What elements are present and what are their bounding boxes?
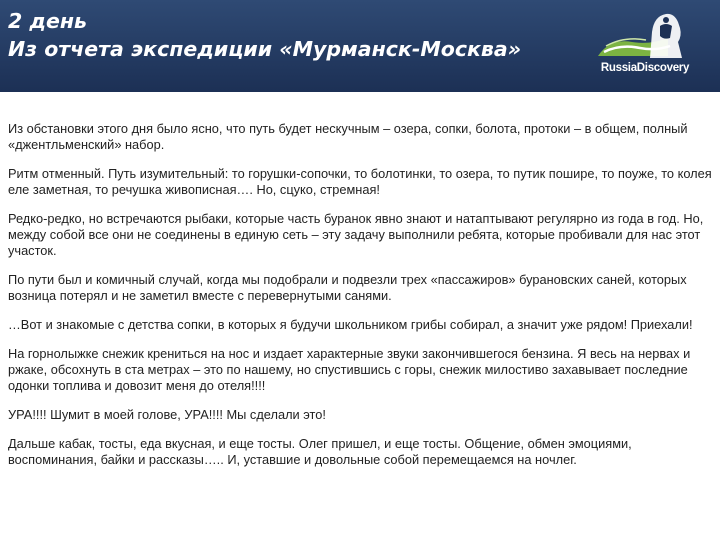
- paragraph-4: По пути был и комичный случай, когда мы подобрали и подвезли трех «пассажиров» бурановских саней, которых возница потерял и не заметил вместе с перевернутыми санями.: [8, 272, 687, 303]
- paragraph-8: Дальше кабак, тосты, еда вкусная, и еще тосты. Олег пришел, и еще тосты. Общение, обмен эмоциями, воспоминания, байки и рассказы….. И, уставшие и довольные собой перемещаемся на ночлег.: [8, 436, 632, 467]
- title-line-report: Из отчета экспедиции «Мурманск-Москва»: [8, 37, 522, 61]
- paragraph-1: Из обстановки этого дня было ясно, что путь будет нескучным – озера, сопки, болота, протоки – в общем, полный «джентльменский» набор.: [8, 121, 688, 152]
- paragraph-7: УРА!!!! Шумит в моей голове, УРА!!!! Мы сделали это!: [8, 407, 326, 422]
- page-title: [8, 7, 521, 63]
- bear-logo-icon: [590, 8, 700, 64]
- logo-text: RussiaDiscovery: [600, 62, 690, 74]
- paragraph-3: Редко-редко, но встречаются рыбаки, которые часть буранок явно знают и натаптывают регулярно из года в год. Но, между собой все они не соединены в единую сеть – эту задачу выполнили ребята, которые пробивали для нас этот участок.: [8, 211, 704, 258]
- russiadiscovery-logo: [590, 8, 700, 80]
- header-banner: [0, 0, 720, 92]
- title-line-day: 2 день: [8, 9, 87, 33]
- report-body: [8, 121, 714, 481]
- paragraph-5: …Вот и знакомые с детства сопки, в которых я будучи школьником грибы собирал, а значит уже рядом! Приехали!: [8, 317, 693, 332]
- paragraph-6: На горнолыжке снежик крениться на нос и издает характерные звуки закончившегося бензина. Я весь на нервах и ржаке, обсохнуть в ста метрах – это по нашему, но спустившись с горы, снежик милостиво захавывает последние одонки топлива и довозит меня до отеля!!!!: [8, 346, 691, 393]
- paragraph-2: Ритм отменный. Путь изумительный: то горушки-сопочки, то болотинки, то озера, то путик пошире, то поуже, то колея еле заметная, то речушка живописная…. Но, сцуко, стремная!: [8, 166, 712, 197]
